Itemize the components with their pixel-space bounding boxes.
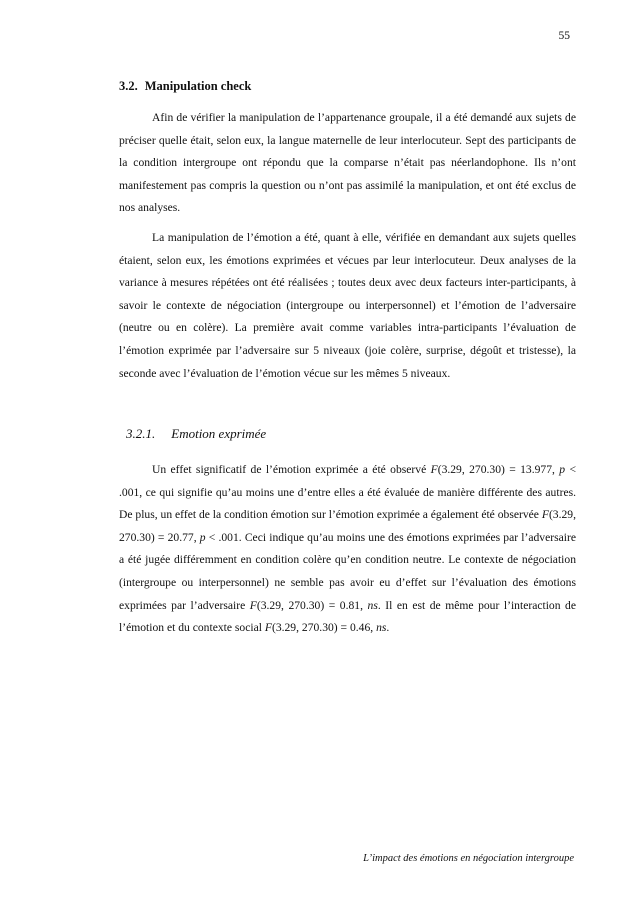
section-heading: [119, 79, 251, 94]
paragraph-2-block: [119, 227, 576, 385]
text-run: < .001, ce qui signifie qu’au moins une d’entre elles a été évaluée de manière différente des autres. De plus, un effet de la condition émotion sur l’émotion exprimée a également été observée: [119, 463, 577, 522]
paragraph: La manipulation de l’émotion a été, quant à elle, vérifiée en demandant aux sujets quelles étaient, selon eux, les émotions exprimées et vécues par leur interlocuteur. Deux analyses de la variance à mesures répétées ont été réalisées ; toutes deux avec deux facteurs inter-participants, à savoir le contexte de négociation (intergroupe ou interpersonnel) et l’émotion de l’adversaire (neutre ou en colère). La première avait comme variables intra-participants l’évaluation de l’émotion exprimée par l’adversaire sur 5 niveaux (joie colère, surprise, dégoût et tristesse), la seconde avec l’évaluation de l’émotion vécue sur les mêmes 5 niveaux.: [119, 231, 576, 380]
subsection-title: Emotion exprimée: [171, 426, 267, 441]
stat-symbol: F: [264, 621, 272, 635]
subsection-number: 3.2.1.: [126, 426, 156, 441]
text-run: < .001. Ceci indique qu’au moins une des émotions exprimées par l’adversaire a été jugée différemment en condition colère qu’en condition neutre. Le contexte de négociation (intergroupe ou interpersonnel) ne semble pas avoir eu d’effet sur l’évaluation des émotions exprimées par l’adversaire: [119, 530, 576, 612]
section-number: 3.2.: [119, 79, 138, 93]
stat-symbol: F: [541, 508, 549, 522]
text-run: . Il en est de même pour l’interaction de l’émotion et du contexte social: [119, 598, 576, 635]
text-run: Un effet significatif de l’émotion exprimée a été observé: [152, 463, 431, 476]
paragraph-statistics: [119, 459, 576, 640]
stat-symbol: ns: [376, 621, 387, 635]
text-run: (3.29, 270.30) = 13.977,: [437, 463, 560, 476]
paragraph-3-block: [119, 459, 576, 640]
page-number: 55: [558, 30, 570, 42]
stat-symbol: p: [559, 463, 566, 476]
text-run: (3.29, 270.30) = 0.81,: [256, 598, 368, 612]
running-footer: L’impact des émotions en négociation intergroupe: [363, 853, 574, 864]
paragraph: Afin de vérifier la manipulation de l’appartenance groupale, il a été demandé aux sujets de préciser quelle était, selon eux, la langue maternelle de leur interlocuteur. Sept des participants de la condition intergroupe ont répondu que la comparse n’était pas néerlandophone. Ils n’ont manifestement pas compris la question ou n’ont pas assimilé la manipulation, et ont été exclus de nos analyses.: [119, 111, 576, 215]
text-run: (3.29, 270.30) = 0.46,: [271, 621, 377, 635]
text-run: (3.29, 270.30) = 20.77,: [119, 508, 576, 544]
paragraph-1-block: [119, 107, 576, 220]
subsection-heading: [126, 426, 266, 442]
stat-symbol: p: [199, 530, 206, 544]
stat-symbol: F: [249, 598, 257, 612]
stat-symbol: ns: [367, 598, 378, 612]
text-run: .: [386, 621, 390, 635]
stat-symbol: F: [430, 463, 438, 476]
section-title: Manipulation check: [144, 79, 252, 93]
